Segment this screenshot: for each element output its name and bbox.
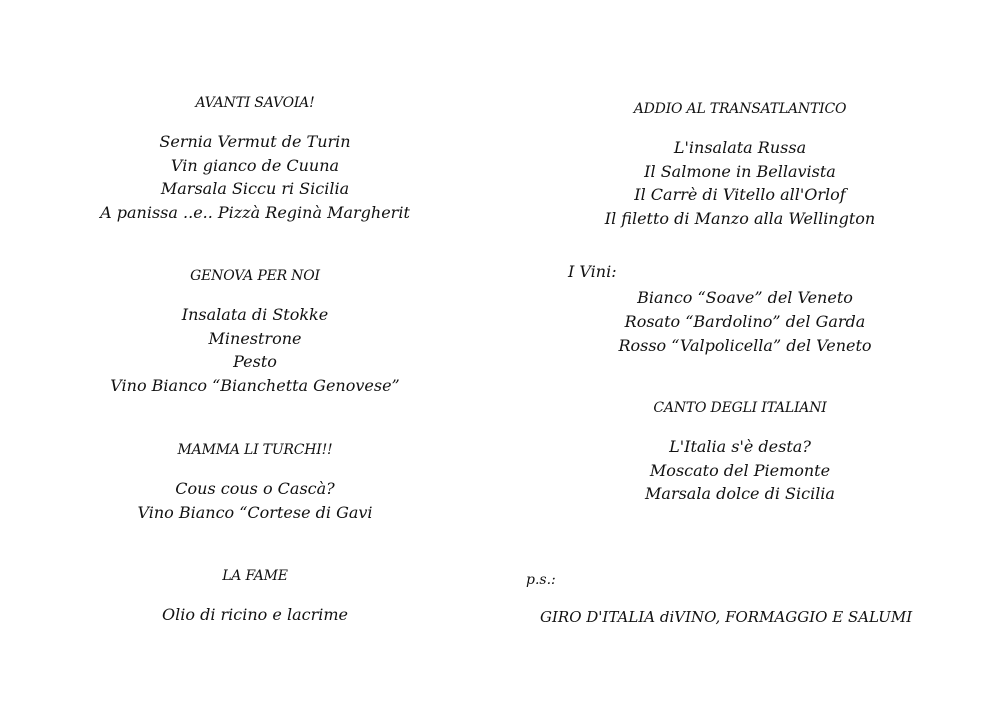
section-title: CANTO DEGLI ITALIANI <box>653 400 827 416</box>
wine-list <box>600 286 890 358</box>
section-title: LA FAME <box>222 568 288 584</box>
section-title: GENOVA PER NOI <box>190 268 320 284</box>
menu-section-mamma-li-turchi <box>100 440 410 524</box>
menu-item: Minestrone <box>208 328 302 348</box>
menu-section-avanti-savoia <box>100 93 410 224</box>
section-items <box>100 477 410 524</box>
postscript-label: p.s.: <box>526 572 556 588</box>
wine-item: Bianco “Soave” del Veneto <box>637 288 853 307</box>
section-items <box>100 603 410 627</box>
menu-item: Cous cous o Cascà? <box>175 479 335 498</box>
section-title: ADDIO AL TRANSATLANTICO <box>633 101 847 117</box>
menu-item: Marsala dolce di Sicilia <box>645 484 835 503</box>
menu-item: Il Salmone in Bellavista <box>644 161 836 181</box>
menu-item: Sernia Vermut de Turin <box>159 132 351 151</box>
menu-section-addio-transatlantico <box>580 99 900 230</box>
menu-item: Olio di ricino e lacrime <box>162 605 348 624</box>
menu-section-canto-degli-italiani <box>580 398 900 506</box>
menu-item: Vin gianco de Cuuna <box>170 155 340 175</box>
menu-item: Vino Bianco “Cortese di Gavi <box>137 502 373 522</box>
menu-item: L'Italia s'è desta? <box>669 437 811 456</box>
section-title: MAMMA LI TURCHI!! <box>177 442 333 458</box>
menu-item: A panissa ..e.. Pizzà Reginà Margherit <box>100 202 410 222</box>
postscript-giro-italia: GIRO D'ITALIA diVINO, FORMAGGIO E SALUMI <box>540 608 913 626</box>
menu-item: L'insalata Russa <box>673 138 807 157</box>
wine-item: Rosso “Valpolicella” del Veneto <box>618 336 872 355</box>
wine-item: Rosato “Bardolino” del Garda <box>624 312 866 331</box>
wine-list-label: I Vini: <box>568 262 617 281</box>
menu-item: Pesto <box>233 352 277 371</box>
menu-item: Il Carrè di Vitello all'Orlof <box>634 185 846 204</box>
menu-item: Marsala Siccu ri Sicilia <box>160 179 350 198</box>
section-items <box>580 136 900 230</box>
section-items <box>100 130 410 224</box>
menu-item: Insalata di Stokke <box>181 305 329 324</box>
menu-section-genova-per-noi <box>100 266 410 397</box>
section-title: AVANTI SAVOIA! <box>195 95 315 111</box>
menu-item: Il filetto di Manzo alla Wellington <box>604 208 876 228</box>
menu-item: Vino Bianco “Bianchetta Genovese” <box>110 375 400 395</box>
menu-item: Moscato del Piemonte <box>649 460 831 480</box>
section-items <box>100 303 410 397</box>
menu-section-la-fame <box>100 566 410 627</box>
section-items <box>580 435 900 506</box>
